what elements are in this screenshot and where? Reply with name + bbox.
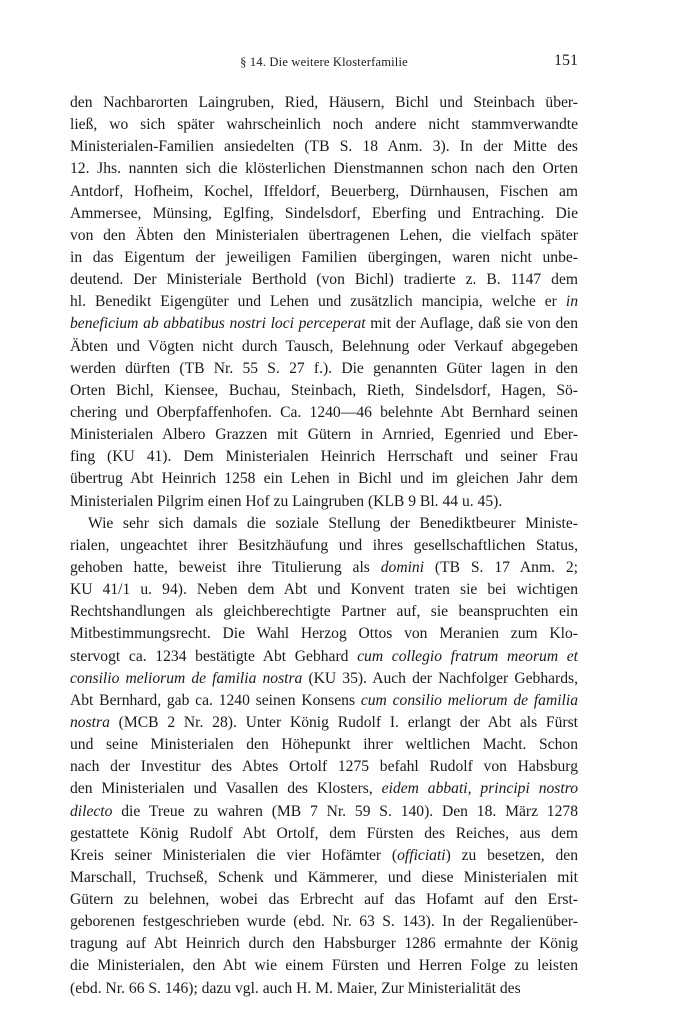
text-line xyxy=(70,158,578,180)
text-segment: mit der Auflage, daß sie von den xyxy=(365,315,578,333)
italic-latin-phrase: cum collegio fratrum meorum et xyxy=(357,647,579,665)
text-line xyxy=(70,313,578,335)
text-line xyxy=(70,712,578,734)
text-line xyxy=(70,402,578,424)
text-segment: Kreis seiner Ministerialen die vier Hofämter ( xyxy=(70,846,398,864)
text-segment: den Nachbarorten Laingruben, Ried, Häusern, Bichl und Steinbach über- xyxy=(70,94,578,111)
text-segment: deutend. Der Ministeriale Berthold (von Bichl) tradierte z. B. 1147 dem xyxy=(70,271,578,289)
text-segment: Ministerialen Pilgrim einen Hof zu Laingruben (KLB 9 Bl. 44 u. 45). xyxy=(70,492,503,510)
text-line xyxy=(70,181,578,203)
text-line xyxy=(70,756,578,778)
text-segment: nach der Investitur des Abtes Ortolf 1275 befahl Rudolf von Habsburg xyxy=(70,758,578,776)
text-line xyxy=(70,247,578,269)
text-segment: Rechtshandlungen als gleichberechtigte Partner auf, sie beanspruchten ein xyxy=(70,603,578,621)
text-line xyxy=(70,823,578,845)
text-segment: in das Eigentum der jeweiligen Familien übergingen, waren nicht unbe- xyxy=(70,248,578,266)
italic-latin-phrase: consilio meliorum de familia nostra xyxy=(70,669,303,687)
text-segment: stervogt ca. 1234 bestätigte Abt Gebhard xyxy=(70,647,358,665)
text-line xyxy=(70,623,578,645)
text-segment: die Treue zu wahren (MB 7 Nr. 59 S. 140). Den 18. März 1278 xyxy=(112,802,578,820)
text-segment: chering und Oberpfaffenhofen. Ca. 1240—46 belehnte Abt Bernhard seinen xyxy=(70,403,578,421)
italic-latin-phrase: domini xyxy=(380,558,425,576)
text-line xyxy=(70,513,578,535)
text-segment: Ministerialen Albero Grazzen mit Gütern in Arnried, Egenried und Eber- xyxy=(70,426,578,444)
text-segment: KU 41/1 u. 94). Neben dem Abt und Konvent traten sie bei wichtigen xyxy=(70,581,578,599)
text-segment: Orten Bichl, Kiensee, Buchau, Steinbach, Rieth, Sindelsdorf, Hagen, Sö- xyxy=(70,381,578,399)
text-line xyxy=(70,269,578,291)
text-line xyxy=(70,579,578,601)
text-line xyxy=(70,92,578,114)
page-number: 151 xyxy=(554,52,578,69)
text-segment: (ebd. Nr. 66 S. 146); dazu vgl. auch H. M. Maier, Zur Ministerialität des xyxy=(70,979,521,997)
text-segment: Marschall, Truchseß, Schenk und Kämmerer, und diese Ministerialen mit xyxy=(70,868,578,886)
text-segment: geborenen festgeschrieben wurde (ebd. Nr. 63 S. 143). In der Regalienüber- xyxy=(70,913,578,931)
text-line xyxy=(70,801,578,823)
text-segment: übertrug Abt Heinrich 1258 ein Lehen in Bichl und im gleichen Jahr dem xyxy=(70,470,578,488)
text-segment: hl. Benedikt Eigengüter und Lehen und zusätzlich mancipia, welche er xyxy=(70,293,566,311)
text-segment: und seine Ministerialen den Höhepunkt ihrer weltlichen Macht. Schon xyxy=(70,736,578,754)
italic-latin-phrase: eidem abbati, principi nostro xyxy=(381,780,578,798)
text-segment: Gütern zu belehnen, wobei das Erbrecht auf das Hofamt auf den Erst- xyxy=(70,891,578,909)
text-segment: gehoben hatte, beweist ihre Titulierung als xyxy=(70,558,381,576)
text-segment: rialen, ungeachtet ihrer Besitzhäufung und ihres gesellschaftlichen Status, xyxy=(70,536,578,554)
text-line xyxy=(70,336,578,358)
italic-latin-phrase: cum consilio meliorum de familia xyxy=(360,691,579,709)
text-line xyxy=(70,203,578,225)
text-line xyxy=(70,646,578,668)
text-segment: Äbten und Vögten nicht durch Tausch, Belehnung oder Verkauf abgegeben xyxy=(70,337,578,355)
italic-latin-phrase: beneficium ab abbatibus nostri loci perceperat xyxy=(70,315,366,333)
text-segment: (MCB 2 Nr. 28). Unter König Rudolf I. erlangt der Abt als Fürst xyxy=(109,713,578,731)
text-line xyxy=(70,114,578,136)
text-line xyxy=(70,889,578,911)
italic-latin-phrase: officiati xyxy=(397,846,446,864)
text-line xyxy=(70,734,578,756)
text-line xyxy=(70,380,578,402)
text-line xyxy=(70,778,578,800)
text-segment: Wie sehr sich damals die soziale Stellung der Benediktbeurer Ministe- xyxy=(88,514,578,532)
text-line xyxy=(70,468,578,490)
text-line xyxy=(70,291,578,313)
text-line xyxy=(70,358,578,380)
text-line xyxy=(70,690,578,712)
text-line xyxy=(70,867,578,889)
text-line xyxy=(70,668,578,690)
text-segment: die Ministerialen, den Abt wie einem Fürsten und Herren Folge zu leisten xyxy=(70,957,578,975)
text-segment: (TB S. 17 Anm. 2; xyxy=(424,558,578,576)
text-segment: werden dürften (TB Nr. 55 S. 27 f.). Die genannten Güter lagen in den xyxy=(70,359,578,377)
text-line xyxy=(70,535,578,557)
text-segment: gestattete König Rudolf Abt Ortolf, dem Fürsten des Reiches, aus dem xyxy=(70,824,578,842)
text-line xyxy=(70,955,578,977)
text-line xyxy=(70,446,578,468)
text-line xyxy=(70,424,578,446)
text-line xyxy=(70,225,578,247)
paragraph xyxy=(70,513,578,1000)
text-segment: (KU 35). Auch der Nachfolger Gebhards, xyxy=(302,669,578,687)
text-segment: Antdorf, Hofheim, Kochel, Iffeldorf, Beuerberg, Dürnhausen, Fischen am xyxy=(70,182,578,200)
text-segment: von den Äbten den Ministerialen übertragenen Lehen, die vielfach später xyxy=(70,226,578,244)
paragraph xyxy=(70,92,578,513)
text-segment: fing (KU 41). Dem Ministerialen Heinrich Herrschaft und seiner Frau xyxy=(70,448,578,466)
text-line xyxy=(70,911,578,933)
text-segment: Mitbestimmungsrecht. Die Wahl Herzog Ottos von Meranien zum Klo- xyxy=(70,625,578,643)
text-segment: ließ, wo sich später wahrscheinlich noch andere nicht stammverwandte xyxy=(70,116,578,134)
chapter-header-title: § 14. Die weitere Klosterfamilie xyxy=(240,55,408,69)
text-line xyxy=(70,845,578,867)
body-text xyxy=(70,92,578,1000)
text-segment: 12. Jhs. nannten sich die klösterlichen Dienstmannen schon nach den Orten xyxy=(70,160,578,178)
text-line xyxy=(70,978,578,1000)
text-segment: tragung auf Abt Heinrich durch den Habsburger 1286 ermahnte der König xyxy=(70,935,578,953)
italic-latin-phrase: in xyxy=(565,293,578,311)
text-segment: Ministerialen-Familien ansiedelten (TB S. 18 Anm. 3). In der Mitte des xyxy=(70,138,578,156)
text-line xyxy=(70,557,578,579)
italic-latin-phrase: nostra xyxy=(70,713,110,731)
running-header xyxy=(70,52,578,76)
text-segment: den Ministerialen und Vasallen des Klosters, xyxy=(70,780,382,798)
text-segment: Abt Bernhard, gab ca. 1240 seinen Konsens xyxy=(70,691,361,709)
text-line xyxy=(70,136,578,158)
text-line xyxy=(70,933,578,955)
text-line xyxy=(70,491,578,513)
text-segment: ) zu besetzen, den xyxy=(445,846,578,864)
text-segment: Ammersee, Münsing, Eglfing, Sindelsdorf, Eberfing und Entraching. Die xyxy=(70,204,578,222)
italic-latin-phrase: dilecto xyxy=(70,802,113,820)
text-line xyxy=(70,601,578,623)
